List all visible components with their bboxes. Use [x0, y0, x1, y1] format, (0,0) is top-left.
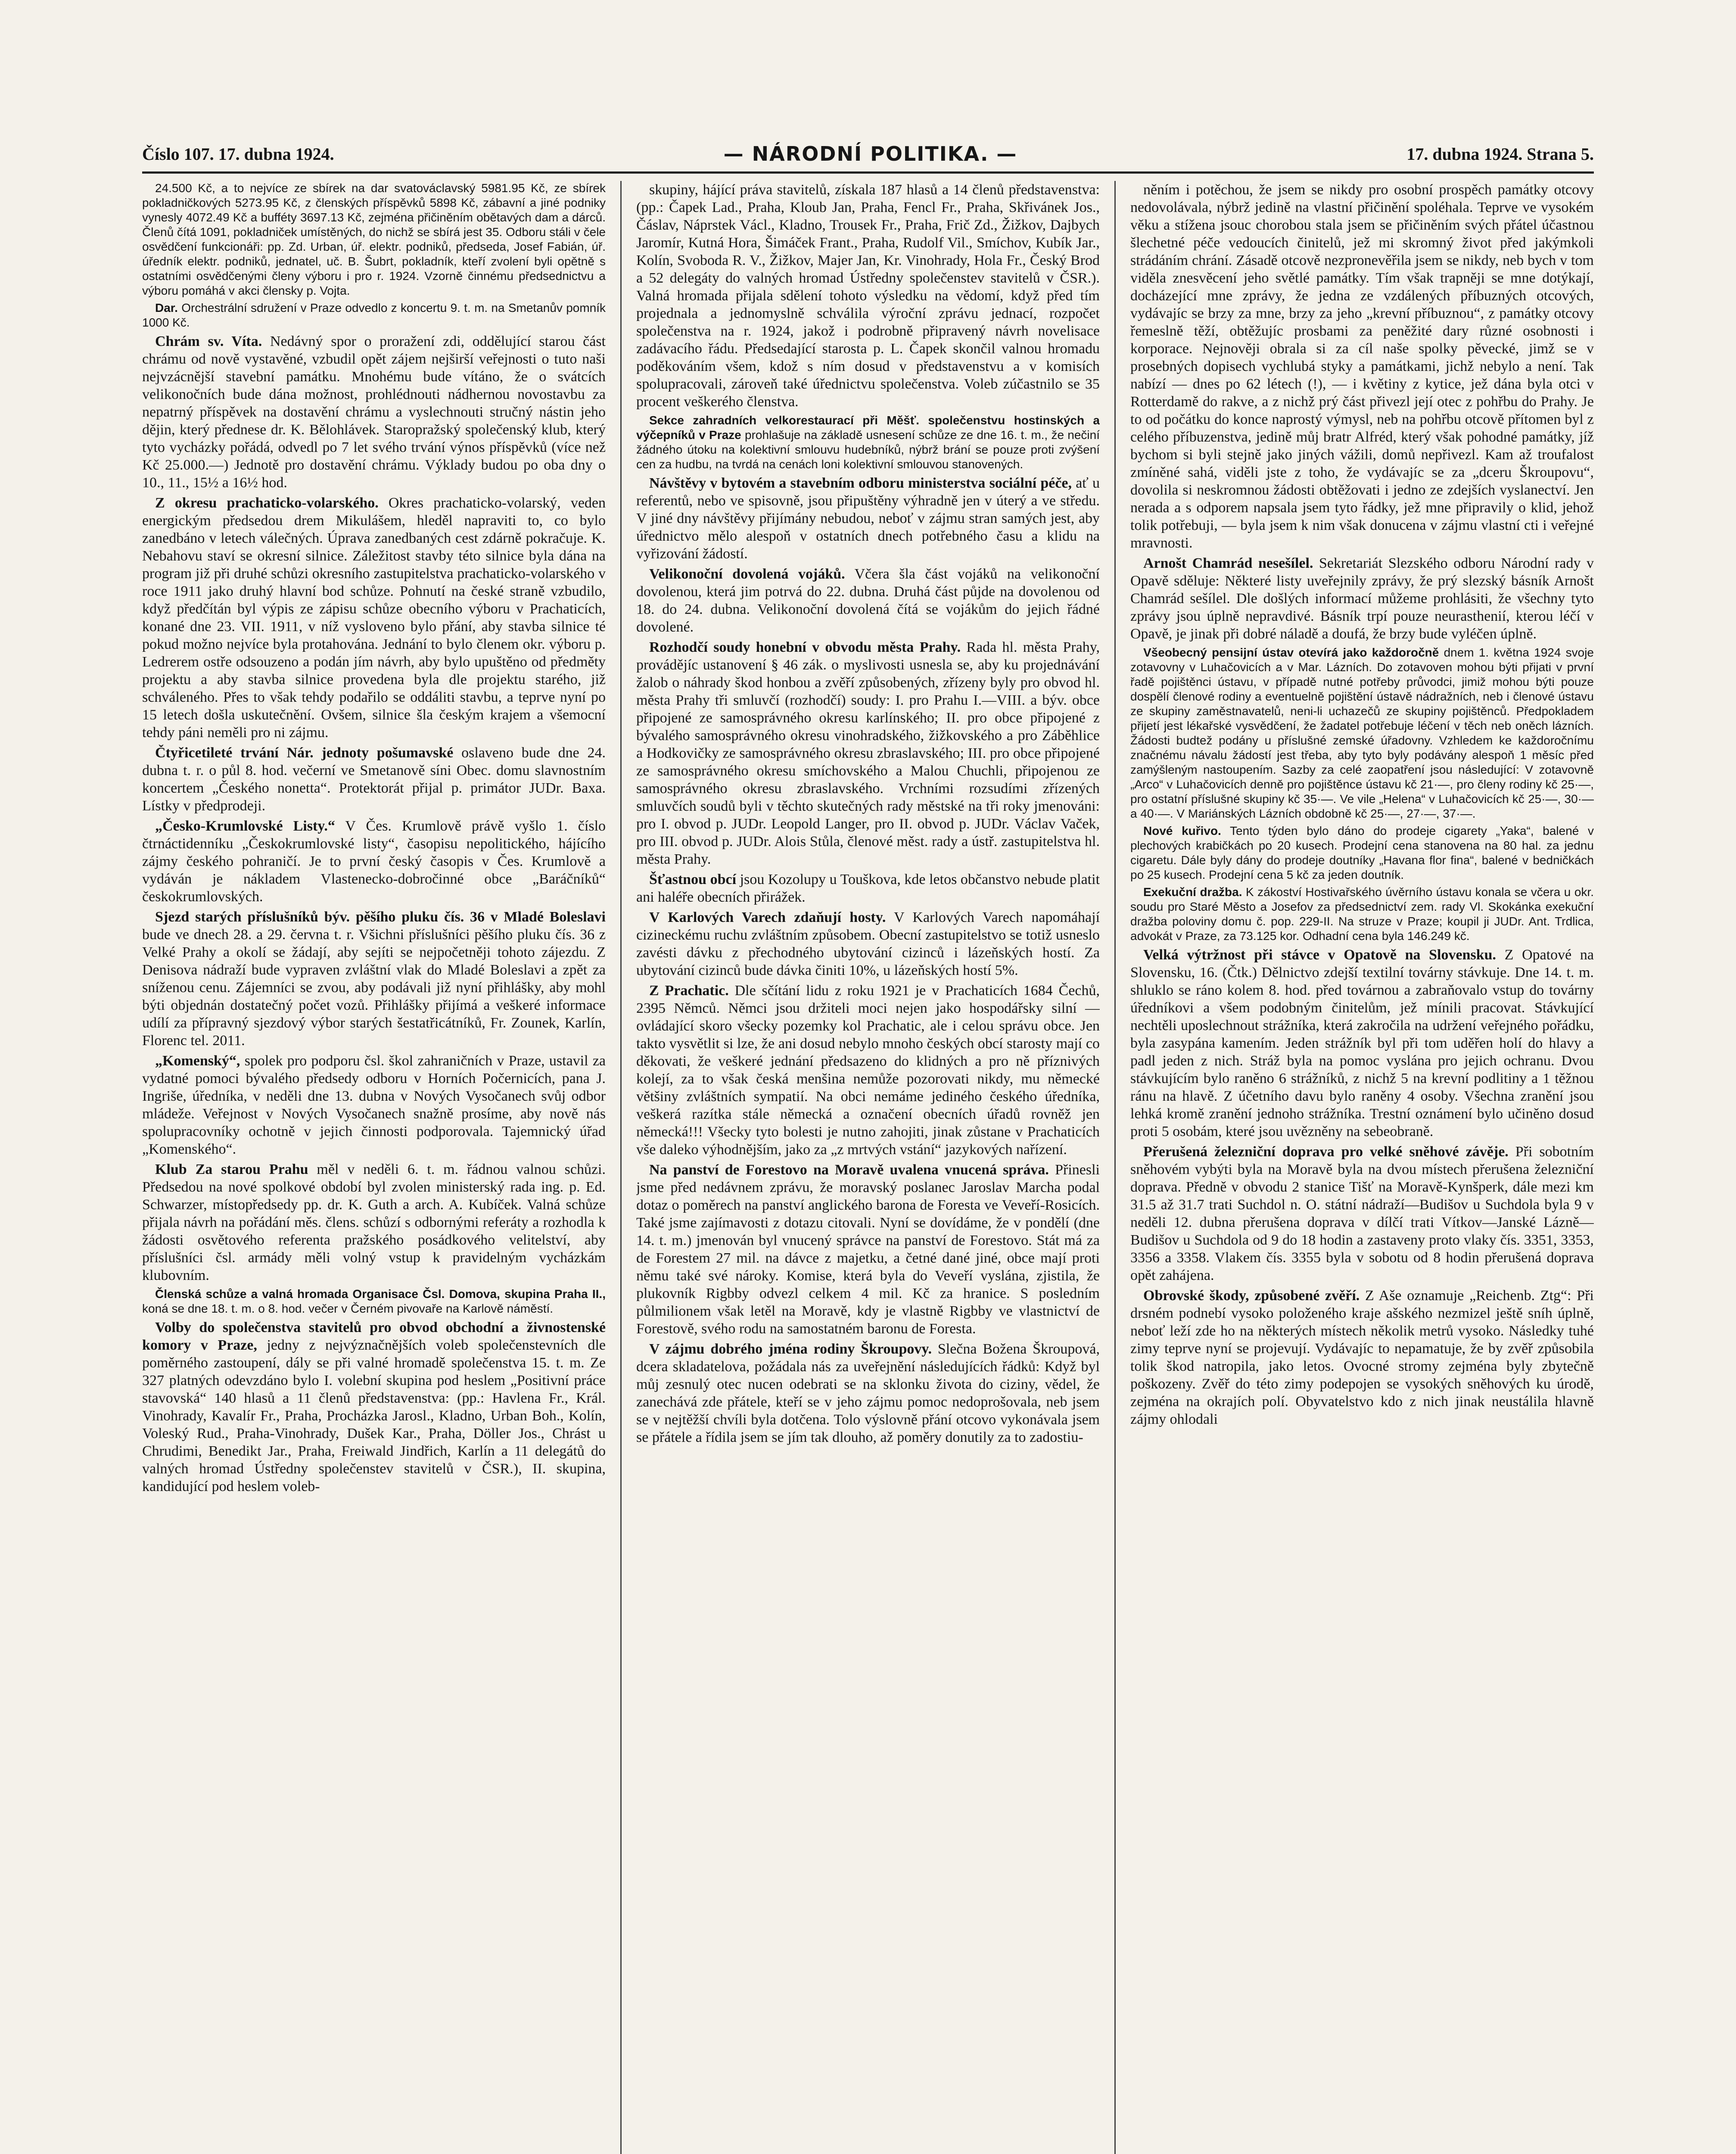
- article-paragraph: [142, 181, 606, 298]
- article-text: Při sobotním sněhovém vybýti byla na Moravě byla na dvou místech přerušena železniční doprava. Předně v obvodu 2 stanice Tišť na Moravě-Kynšperk, dále mezi km 31.5 až 31.7 trati Suchdol n. O. státní nádraží—Budišov u Suchdola byla 9 v neděli 12. dubna přerušena doprava v dílčí trati Vítkov—Janské Lázně—Budišov u Suchdola od 9 do 18 hodin a zastaveny proto vlaky čís. 3351, 3353, 3356 a 3358. Vlakem čís. 3355 byla v sobotu od 8 hodin přerušená doprava opět zahájena.: [1130, 1144, 1594, 1283]
- article-paragraph: [1130, 885, 1594, 943]
- article-heading: Velká výtržnost při stávce v Opatově na Slovensku.: [1143, 947, 1496, 963]
- article-paragraph: [636, 638, 1100, 868]
- column-1: [142, 181, 606, 2154]
- article-heading: Členská schůze a valná hromada Organisace Čsl. Domova, skupina Praha II.,: [155, 1287, 606, 1301]
- article-paragraph: [1130, 181, 1594, 552]
- article-text: Z Aše oznamuje „Reichenb. Ztg“: Při drsném podnebí vysoko položeného kraje ašského nezmizel ještě sníh úplně, neboť leží zde ho na některých místech několik metrů vysoko. Následky tuhé zimy teprve nyní se projevují. Vydávajíc to nepamatuje, že by zvěř způsobila tolik škod natropila, jako letos. Ovocné stromy zejména byly zbytečně poškozeny. Zvěř do této zimy podepojen se vysokých sněhových ku úrodě, zejména na okrajích polí. Obyvatelstvo kdo z nich jinak neustálila hlavně zájmy ohlodali: [1130, 1288, 1594, 1427]
- article-heading: Volby do společenstva stavitelů pro obvod obchodní a živnostenské komory v Praze,: [142, 1320, 606, 1353]
- article-paragraph: [1130, 645, 1594, 821]
- article-text: Sekretariát Slezského odboru Národní rady v Opavě sděluje: Některé listy uveřejnily zprávy, že prý slezský básník Arnošt Chamrád sešílel. Dle došlých informací můžeme prohlásiti, že všechny tyto zprávy jsou úplně nepravdivé. Básník trpí pouze neurasthenií, kterou léčí v Opavě, je jinak při dobré náladě a doufá, že brzy bude vyléčen úplně.: [1130, 555, 1594, 642]
- article-paragraph: [142, 1319, 606, 1495]
- article-heading: Přerušená železniční doprava pro velké sněhové závěje.: [1143, 1144, 1509, 1160]
- article-text: Dle sčítání lidu z roku 1921 je v Prachaticích 1684 Čechů, 2395 Němců. Němci jsou držiteli moci nejen jako hospodářsky silní — ovládající skoro všecky pozemky kol Prachatic, ale i celou správu obce. Jen takto vysvětlit si lze, že ani dosud nebylo mnoho českých obcí starosty mají co děkovati, že veškeré jednání předsazeno do klidných a pro ně příznivých kolejí, za to však česká menšina nemůže pozorovati nikdy, mu německé většiny zvláštních sympatií. Na obci nemáme jediného českého úředníka, veškerá razítka stále německá a označení obecních úřadů rovněž jen německá!!! Všecky tyto bolesti je nutno zahojiti, jinak zůstane v Prachaticích vše daleko výhodnějším, jako za „z mrtvých vstání“ jazykových nařízení.: [636, 983, 1100, 1158]
- article-text: 24.500 Kč, a to nejvíce ze sbírek na dar svatováclavský 5981.95 Kč, ze sbírek pokladničkových 5273.95 Kč, z členských příspěvků 5898 Kč, zábavní a jiné podniky vynesly 4072.49 Kč a bufféty 3697.13 Kč, zejména přičiněním obětavých dam a dárců. Členů čítá 1091, pokladniček umístěných, do nichž se sbírá jest 35. Odboru stáli v čele osvědčení funkcionáři: pp. Zd. Urban, úř. elektr. podniků, předseda, Josef Fabián, úř. úředník elektr. podniků, jednatel, uč. B. Šubrt, pokladník, kteří zvolení byli opětně s ostatními osvědčenými členy výboru i pro r. 1924. Vzorně činnému předsednictvu a výboru pomáhá v akci člensky p. Vojta.: [142, 181, 606, 297]
- article-paragraph: [636, 474, 1100, 563]
- article-paragraph: [636, 909, 1100, 979]
- article-text: ať u referentů, nebo ve spisovně, jsou připuštěny výhradně jen v úterý a ve středu. V jiné dny návštěvy přijímány nebudou, neboť v zájmu stran samých jest, aby úřednictvo mělo alespoň v ostatních dnech potřebného času a klidu na vyřizování žádostí.: [636, 475, 1100, 562]
- article-heading: Na panství de Forestovo na Moravě uvalena vnucená správa.: [649, 1162, 1049, 1178]
- article-text: dnem 1. května 1924 svoje zotavovny v Luhačovicích a v Mar. Lázních. Do zotavoven mohou býti přijati v první řadě pojištěnci ústavu, v případě nutné potřeby průvodci, jimiž mohou býti pouze dospělí členové rodiny a eventuelně pojištění ústavě nádražních, neb i členové ústavu ze skupiny zaměstnavatelů, neni-li uchazečů ze skupiny pojištěnců. Předpokladem přijetí jest lékařské vysvědčení, že žadatel potřebuje léčení v těch neb oněch lázních. Žádosti budtež podány u příslušné zemské úřadovny. Vzhledem ke každoročnímu značnému návalu žádostí jest třeba, aby tyto byly podávány alespoň 1 měsíc před zamýšleným nastoupením. Sazby za celé zaopatření jsou následující: V zotavovně „Arco“ v Luhačovicích denně pro pojištěnce ústavu kč 21·—, pro členy rodiny kč 25·—, pro ostatní příslušné skupiny kč 35·—. Ve vile „Helena“ v Luhačovicích kč 25·—, 30·— a 40·—. V Mariánských Lázních obdobně kč 25·—, 27·—, 37·—.: [1130, 646, 1594, 820]
- issue-number-date: Číslo 107. 17. dubna 1924.: [142, 144, 334, 164]
- article-paragraph: [142, 301, 606, 330]
- article-text: oslaveno bude dne 24. dubna t. r. o půl 8. hod. večerní ve Smetanově síni Obec. domu slavnostním koncertem „Českého nonetta“. Protektorát přijal p. primátor JUDr. Baxa. Lístky v předprodeji.: [142, 745, 606, 814]
- article-heading: Velikonoční dovolená vojáků.: [649, 566, 845, 582]
- article-text: Včera šla část vojáků na velikonoční dovolenou, která jim potrvá do 22. dubna. Druhá část půjde na dovolenou od 18. do 24. dubna. Velikonoční dovolená čítá se vojákům do jejich řádné dovolené.: [636, 566, 1100, 635]
- article-text: koná se dne 18. t. m. o 8. hod. večer v Černém pivovaře na Karlově náměstí.: [142, 1302, 554, 1315]
- article-heading: Exekuční dražba.: [1143, 885, 1242, 899]
- article-paragraph: [142, 1052, 606, 1158]
- article-text: Orchestrální sdružení v Praze odvedlo z koncertu 9. t. m. na Smetanův pomník 1000 Kč.: [142, 301, 606, 329]
- article-heading: V zájmu dobrého jména rodiny Škroupovy.: [649, 1341, 932, 1357]
- article-paragraph: [142, 744, 606, 815]
- article-heading: Čtyřicetileté trvání Nár. jednoty pošumavské: [155, 745, 454, 761]
- article-text: Tento týden bylo dáno do prodeje cigarety „Yaka“, balené v plechových krabičkách po 20 kusech. Prodejní cena stanovena na 80 hal. za jednu cigaretu. Dále byly dány do prodeje doutníky „Havana flor fina“, balené v bedničkách po 25 kusech. Prodejní cena 5 kč za jeden doutník.: [1130, 824, 1594, 881]
- article-heading: Nové kuřivo.: [1143, 824, 1221, 837]
- article-heading: Sekce zahradních velkorestaurací při Měšť. společenstvu hostinských a výčepníků v Praze: [636, 414, 1100, 442]
- article-paragraph: [636, 871, 1100, 906]
- article-text: prohlašuje na základě usnesení schůze ze dne 16. t. m., že nečiní žádného útoku na kolektivní smlouvu hudebníků, nýbrž brání se pouze proti zvýšení cen za hudbu, na tvrdá na cenách loni kolektivní smlouvou stanovených.: [636, 428, 1100, 471]
- article-paragraph: [636, 982, 1100, 1158]
- article-text: bude ve dnech 28. a 29. června t. r. Všichni příslušníci pěšího pluku čís. 36 z Velké Prahy a okolí se žádají, aby sejíti se nejpočetněji tohoto zájezdu. Z Denisova nádraží bude vypraven zvláštní vlak do Mladé Boleslavi a zpět za sníženou cenu. Zájemníci se zvou, aby podávali již nyní přihlášky, aby mohl býti objednán dostatečný počet vozů. Přihlášky přijímá a veškeré informace udílí za přípravný sjezdový výbor starých šestatřicátníků, Fr. Zounek, Karlín, Florenc tel. 2011.: [142, 927, 606, 1049]
- article-text: Z Opatové na Slovensku, 16. (Čtk.) Dělnictvo zdejší textilní továrny stávkuje. Dne 14. t. m. shluklo se ráno kolem 8. hod. před továrnou a zabraňovalo vstup do továrny úředníkovi a všem podobným činitelům, jež mínili pracovat. Stávkující nechtěli uposlechnout strážníka, která zakročila na udržení veřejného pořádku, byla zasypána kamením. Jeden strážník byl při tom uděřen holí do hlavy a padl jeden z nich. Stráž byla na pomoc vyslána pro jejich ochranu. Dvou stávkujícím bylo raněno 6 strážníků, z nichž 5 na krevní podlitiny a 1 těžnou ránu na hlavě. Z účetního davu bylo raněny 4 osoby. Všechna zranění jsou lehká kromě zranění jednoho strážníka. Trestní oznámení bylo učiněno dosud proti 5 osobám, které jsou uvězněny na sebeobraně.: [1130, 947, 1594, 1139]
- article-paragraph: [1130, 824, 1594, 882]
- article-paragraph: [142, 1287, 606, 1316]
- article-text: Přinesli jsme před nedávnem zprávu, že moravský poslanec Jaroslav Marcha podal dotaz o poměrech na panství anglického barona de Foresta ve Veveří-Rosicích. Také jsme zajímavosti z dotazu citovali. Nyní se dovídáme, že v pondělí (dne 14. t. m.) jmenován byl vnucený správce na panství de Forestovo. Stát má za de Forestem 27 mil. na dávce z majetku, a četné dané jiné, obce mají proti němu také své nároky. Komise, která byla do Veveří vyslána, zjistila, že plukovník Rigbby odvezl celkem 4 mil. Kč za hranice. S posledním půlmilionem však letěl na Moravě, kdy je vlastně Rigbby ve vlastnictví de Forestově, svého rodu na samostatném baronu de Foresta.: [636, 1162, 1100, 1337]
- masthead-title: — NÁRODNÍ POLITIKA. —: [723, 142, 1017, 165]
- article-heading: Klub Za starou Prahu: [155, 1161, 308, 1177]
- column-divider: [1114, 181, 1116, 2154]
- article-heading: „Komenský“,: [155, 1053, 240, 1069]
- article-heading: Z Prachatic.: [649, 983, 729, 999]
- article-paragraph: [636, 565, 1100, 636]
- date-page-number: 17. dubna 1924. Strana 5.: [1406, 144, 1594, 164]
- article-paragraph: [142, 908, 606, 1049]
- article-heading: V Karlových Varech zdaňují hosty.: [649, 909, 886, 925]
- article-heading: „Česko-Krumlovské Listy.“: [155, 818, 335, 834]
- header-rule: [142, 171, 1594, 174]
- page-header: [142, 139, 1594, 169]
- article-text: V Čes. Krumlově právě vyšlo 1. číslo čtrnáctidenníku „Českokrumlovské listy“, časopisu nepolitického, hájícího zájmy českého pohraničí. Je to první český časopis v Čes. Krumlově a vydáván je nákladem Vlastenecko-dobročinné obce „Baráčníků“ českokrumlovských.: [142, 818, 606, 905]
- article-heading: Chrám sv. Víta.: [155, 333, 262, 349]
- article-paragraph: [142, 1161, 606, 1284]
- article-paragraph: [1130, 554, 1594, 643]
- article-text: Nedávný spor o proražení zdi, oddělující starou část chrámu od nově vystavěné, vzbudil opět zájem nejširší veřejnosti o tuto naši nejvzácnější stavební památku. Mnohému bude vítáno, že o svátcích velikonočních bude dána možnost, prohlédnouti nádhernou novostavbu za nepatrný příspěvek na dostavění chrámu a vyslechnouti stručný nástin jeho dějin, který přednese dr. K. Bělohlávek. Staropražský společenský klub, který tyto vycházky pořádá, odvedl po 7 let svého trvání výnos příspěvků (více než Kč 25.000.—) Jednotě pro dostavění chrámu. Výklady budou po oba dny o 10., 11., 15½ a 16½ hod.: [142, 333, 606, 491]
- article-paragraph: [1130, 1287, 1594, 1428]
- column-divider: [620, 181, 622, 2154]
- article-paragraph: [142, 817, 606, 906]
- article-heading: Šťastnou obcí: [649, 872, 737, 887]
- article-text: skupiny, hájící práva stavitelů, získala 187 hlasů a 14 členů představenstva: (pp.: Čapek Lad., Praha, Kloub Jan, Praha, Fencl Fr., Praha, Skřivánek Jos., Čáslav, Náprstek Václ., Kladno, Trousek Fr., Praha, Frič Zd., Žižkov, Dajbych Jaromír, Kutná Hora, Šimáček Frant., Praha, Rudolf Vil., Smíchov, Kubík Jar., Kolín, Svoboda R. V., Žižkov, Majer Jan, Kr. Vinohrady, Hola Fr., Český Brod a 52 delegáty do valných hromad Ústředny společenstev stavitelů v ČSR.). Valná hromada přijala sdělení tohoto výsledku na vědomí, když před tím projednala a jednomyslně schválila výroční zprávu jednací, rozpočet společenstva na r. 1924, jakož i podrobně připravený návrh novelisace zadávacího řádu. Předsedající starosta p. L. Čapek skončil valnou hromadu poděkováním všem, kdož s ním dosud v představenstvu a v komisích spolupracovali, zároveň také úřednictvu společenstva. Voleb zúčastnilo se 35 procent veškerého členstva.: [636, 182, 1100, 410]
- article-text: jsou Kozolupy u Touškova, kde letos občanstvo nebude platit ani haléře obecních přirážek.: [636, 872, 1100, 905]
- article-text: něním i potěchou, že jsem se nikdy pro osobní prospěch památky otcovy nedovolávala, nýbrž jedině na vlastní přičinění spoléhala. Teprve ve vysokém věku a stížena jsouc chorobou stala jsem se přičiněním svých přátel účastnou šlechetné péče vedoucích činitelů, jež mi skromný život před jakýmkoli strádáním chrání. Zásadě otcově nezpronevěřila jsem se nikdy, neb bych v tom viděla znesvěcení jeho světlé památky. Tím však trapněji se mne dotýkají, docházející mne zprávy, že jedna ze vzdálených příbuzných otcových, vydávajíc se brzy za mne, brzy za jeho „krevní příbuznou“, z památky otcovy řemeslně těží, obtěžujíc prosbami za peněžité dary různé osobnosti i korporace. Nejnověji obrala si za cíl naše spolky pěvecké, jimž se v prosebných dopisech vychlubá styky a památkami, jichž nebylo a není. Tak nabízí — dnes po 62 létech (!), — i květiny z kytice, jež dána byla otci v Rotterdamě do rakve, a z nichž prý část přivezl její otec z pohřbu do Prahy. Je to od počátku do konce naprostý výmysl, neb na pohřbu otcově přítomen byl z celého příbuzenstva, jedině můj bratr Alfréd, který však pohodné památky, jíž bychom si byli stejně jako jiných vážili, domů nepřivezl. Kam až troufalost zmíněné sahá, viděli jste z toho, že vydávajíc se za „dceru Škroupovu“, dovolila si neskromnou žádosti obtěžovati i jedno ze zdejších vyslanectví. Jen nerada a s odporem napsala jsem tyto řádky, jež mne připravily o klid, jehož tolik potřebuji, — byla jsem k nim však donucena v zájmu vlastní cti i veřejné mravnosti.: [1130, 182, 1594, 551]
- article-heading: Z okresu prachaticko-volarského.: [155, 495, 379, 511]
- article-heading: Obrovské škody, způsobené zvěří.: [1143, 1288, 1360, 1304]
- article-paragraph: [636, 1161, 1100, 1338]
- article-paragraph: [142, 494, 606, 741]
- article-heading: Sjezd starých příslušníků býv. pěšího pluku čís. 36 v Mladé Boleslavi: [155, 909, 606, 925]
- article-paragraph: [636, 181, 1100, 411]
- article-paragraph: [636, 413, 1100, 472]
- article-heading: Návštěvy v bytovém a stavebním odboru ministerstva sociální péče,: [649, 475, 1072, 491]
- column-3: [1130, 181, 1594, 2154]
- article-text: měl v neděli 6. t. m. řádnou valnou schůzi. Předsedou na nové spolkové období byl zvolen ministerský rada ing. p. Ed. Schwarzer, místopředsedy pp. dr. K. Guth a arch. A. Kubíček. Valná schůze přijala návrh na pořádání měs. člens. schůzí s odbornými referáty a rozhodla k žádosti osvětového referenta pražského posádkového velitelství, aby příslušníci čsl. armády měli volný vstup k pravidelným vycházkám klubovním.: [142, 1161, 606, 1283]
- article-text: Slečna Božena Škroupová, dcera skladatelova, požádala nás za uveřejnění následujících řádků: Když byl můj zesnulý otec nucen odebrati se na sklonku života do ciziny, vědel, že zanechává zde přátele, kteří se v jeho zájmu pomoc nedoprošovala, neb jsem se v nejtěžší chvíli byla dotčena. Tolo výslovně přání otcovo vykonávala jsem se přátele a řídila jsem se jím tak dlouho, až poměry donutily za to zadostiu-: [636, 1341, 1100, 1445]
- article-text: V Karlových Varech napomáhají cizineckému ruchu zvláštním způsobem. Obecní zastupitelstvo se totiž usneslo zavésti dávku z přechodného ubytování cizinců i lázeňských hostí. Za ubytování cizinců bude dávka činiti 10%, u lázeňských hostí 5%.: [636, 909, 1100, 978]
- article-text: K zákoství Hostivařského úvěrního ústavu konala se včera u okr. soudu pro Staré Město a Josefov za předsednictví zem. rady Vl. Skokánka exekuční dražba poloviny domu č. pop. 229-II. Na struze v Praze; koupil ji JUDr. Ant. Trdlica, advokát v Praze, za 73.125 kor. Odhadní cena byla 146.249 kč.: [1130, 885, 1594, 943]
- article-paragraph: [142, 333, 606, 492]
- column-2: [636, 181, 1100, 2154]
- article-text: jedny z nejvýznačnějších voleb společenstevních dle poměrného zastoupení, dály se při valné hromadě společenstva 15. t. m. Ze 327 platných odevzdáno bylo I. volební skupina pod heslem „Positivní práce stavovská“ 140 hlasů a 11 členů představenstva: (pp.: Havlena Fr., Král. Vinohrady, Kavalír Fr., Praha, Procházka Jarosl., Kladno, Urban Boh., Kolín, Voleský Rud., Praha-Vinohrady, Dušek Kar., Praha, Döller Jos., Chrást u Chrudimi, Benedikt Jar., Praha, Freiwald Jindřich, Karlín a 11 delegátů do valných hromad Ústředny společenstev stavitelů v ČSR.), II. skupina, kandidující pod heslem voleb-: [142, 1337, 606, 1494]
- article-text: Rada hl. města Prahy, provádějíc ustanovení § 46 zák. o myslivosti usnesla se, aby ku projednávání žalob o náhrady škod honbou a zvěří způsobených, zřízeny byly pro obvod hl. města Prahy tři smluvčí (rozhodčí) soudy: I. pro Prahu I.—VIII. a býv. obce připojené ze samosprávného okresu karlínského; II. pro obce připojené z bývalého samosprávného okresu vinohradského, žižkovského a pro Záběhlice a Hodkovičky ze samosprávného okresu zbraslavského; III. pro obce připojené ze samosprávného okresu smíchovského a Malou Chuchli, připojenou ze samosprávného okresu zbraslavského. Vrchními rozsudími zřízených smluvčích soudů byli v těchto skutečných rady městské na tři roky jmenováni: pro I. obvod p. JUDr. Leopold Langer, pro II. obvod p. JUDr. Václav Vaček, pro III. obvod p. JUDr. Alois Stůla, členové měst. rady a ústř. zastupitelstva hl. města Prahy.: [636, 639, 1100, 867]
- article-heading: Všeobecný pensijní ústav otevírá jako každoročně: [1143, 646, 1439, 659]
- article-text: spolek pro podporu čsl. škol zahraničních v Praze, ustavil za vydatné pomoci bývalého předsedy odboru v Horních Počernicích, pana J. Ingriše, úředníka, v neděli dne 13. dubna v Nových Vysočanech svůj odbor mládeže. Veřejnost v Nových Vysočanech snažně prosíme, aby nově nás spolupracovníky ochotně v jejich činnosti podporovala. Tajemnický úřad „Komenského“.: [142, 1053, 606, 1157]
- article-columns: [142, 181, 1594, 2154]
- article-text: Okres prachaticko-volarský, veden energickým předsedou drem Mikulášem, hleděl napraviti to, co bylo zanedbáno v letech válečných. Úprava zanedbaných cest zdárně pokračuje. K. Nebahovu staví se okresní silnice. Záležitost stavby této silnice byla dána na program již při druhé schůzi okresního zastupitelstva prachaticko-volarského v roce 1911 jako druhý hlavní bod schůze. Pohnutí na české straně vzbudilo, když předčítán byl výpis ze zápisu schůze obecního výboru v Prachaticích, konané dne 23. VII. 1911, v níž vysloveno bylo přání, aby stavba silnice té pokud možno nejvíce byla protahována. Jednání to bylo členem okr. výboru p. Ledrerem ostře odsouzeno a podán jím návrh, aby bylo upuštěno od předměty projektu a aby stavba silnice provedena byla dle projektu starého, již schváleného. Přes to však tehdy podařilo se oddáliti stavbu, a teprve nyní po 15 letech došla uskutečnění. Ovšem, silnice šla českým krajem a všemocní tehdy páni neměli pro ni zájmu.: [142, 495, 606, 741]
- article-heading: Arnošt Chamrád nesešílel.: [1143, 555, 1313, 571]
- article-paragraph: [636, 1340, 1100, 1446]
- article-heading: Dar.: [155, 301, 178, 314]
- article-paragraph: [1130, 1143, 1594, 1284]
- article-heading: Rozhodčí soudy honební v obvodu města Prahy.: [649, 639, 961, 655]
- article-paragraph: [1130, 946, 1594, 1140]
